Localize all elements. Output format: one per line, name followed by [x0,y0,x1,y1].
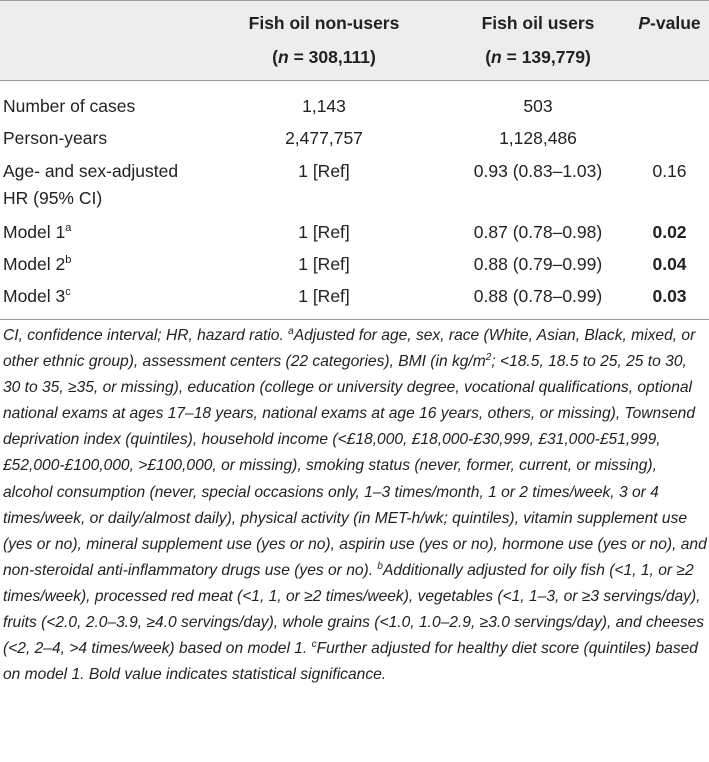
cell-p-value: 0.04 [652,254,687,274]
cell-users: 0.87 (0.78–0.98) [473,222,603,242]
cell-users: 0.88 (0.78–0.99) [473,286,603,306]
cell-users: 0.88 (0.79–0.99) [473,254,603,274]
cell-p-value: 0.02 [652,222,687,242]
header-fish-oil-non-users [234,6,414,74]
cell-non-users: 2,477,757 [285,128,363,148]
row-label-line2: HR (95% CI) [3,188,103,208]
cell-non-users: 1 [Ref] [298,161,350,181]
table-footnote: CI, confidence interval; HR, hazard ratio. $^a$Adjusted for age, sex, race (White, Asian, Black, mixed, or other ethnic group), assessment centers (22 categories), BMI (in $kg/m^2$; <18.5, 18.5 to 25, 25 to 30, 30 to 35, ≥35, or missing), education (college or university degree, vocational qualifications, optional national exams at ages 17–18 years, national exams at age 16 years, others, or missing), Townsend deprivation index (quintiles), household income (<£18,000, £18,000-£30,999, £31,000-£51,999, £52,000-£100,000, >£100,000, or missing), smoking status (never, former, current, or missing), alcohol consumption (never, special occasions only, 1–3 times/month, 1 or 2 times/week, 3 or 4 times/week, or daily/almost daily), physical activity (in MET-h/wk; quintiles), vitamin supplement use (yes or no), mineral supplement use (yes or no), aspirin use (yes or no), hormone use (yes or no), and non-steroidal anti-inflammatory drugs use (yes or no). $^b$Additionally adjusted for oily fish (<1, 1, or ≥2 times/week), processed red meat (<1, 1, or ≥2 times/week), vegetables (<1, 1–3, or ≥3 servings/day), fruits (<2.0, 2.0–3.9, ≥4.0 servings/day), whole grains (<1.0, 1.0–2.9, ≥3.0 servings/day), and cheeses (<2, 2–4, >4 times/week) based on model 1. $^c$Further adjusted for healthy diet score (quintiles) based on model 1. Bold value indicates statistical significance. [3,326,707,684]
cell-p-value: 0.16 [652,161,687,181]
row-label: Age- and sex-adjusted [3,161,179,181]
header-col2-title: Fish oil users [481,13,595,33]
table-bottom-rule [0,319,709,320]
cell-non-users: 1 [Ref] [298,286,350,306]
header-fish-oil-users [448,6,628,74]
row-label: Number of cases [3,96,136,116]
header-col2-n: (n = 139,779) [485,47,591,67]
cell-users: 0.93 (0.83–1.03) [473,161,603,181]
row-label: Model 1$^a$ [3,222,72,242]
cell-non-users: 1 [Ref] [298,254,350,274]
cell-non-users: 1,143 [302,96,346,116]
cell-non-users: 1 [Ref] [298,222,350,242]
row-label: Model 2$^b$ [3,254,72,274]
cell-p-value: 0.03 [652,286,687,306]
header-rule [0,80,709,81]
row-label: Model 3$^c$ [3,286,71,306]
cell-users: 1,128,486 [499,128,577,148]
cell-users: 503 [523,96,553,116]
row-label: Person-years [3,128,108,148]
header-col1-title: Fish oil non-users [248,13,400,33]
header-p-value: P-value [638,13,701,33]
header-col1-n: (n = 308,111) [272,47,376,67]
